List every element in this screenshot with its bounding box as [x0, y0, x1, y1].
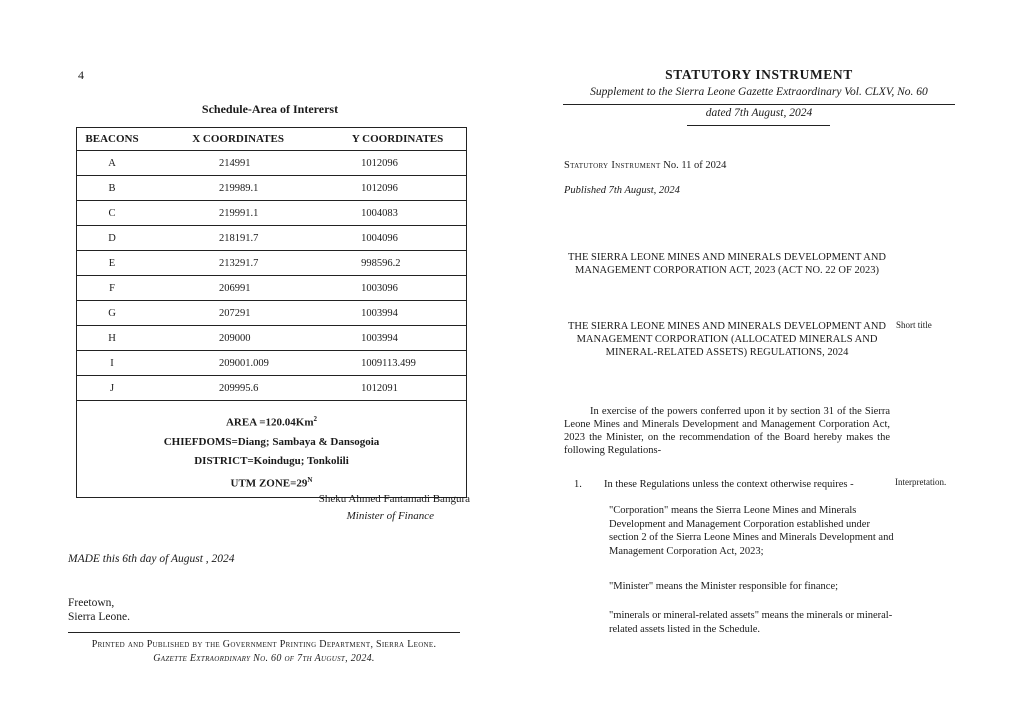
published-line: Published 7th August, 2024 [564, 185, 680, 196]
table-row [77, 226, 467, 251]
y-coordinate-cell: 998596.2 [329, 251, 466, 276]
summary-cell [77, 401, 467, 498]
y-coordinate-cell: 1012096 [329, 151, 466, 176]
y-coordinate-cell: 1004096 [329, 226, 466, 251]
y-coordinate-cell: 1012096 [329, 176, 466, 201]
place-block [68, 596, 130, 624]
footer-divider [68, 632, 460, 633]
gazette-line: Gazette Extraordinary No. 60 of 7th August, 2024. [153, 653, 375, 664]
area-line: AREA $=120.04Km^2$ [225, 415, 318, 429]
beacon-cell: G [77, 301, 148, 326]
beacon-cell: E [77, 251, 148, 276]
y-coordinate-cell: 1004083 [329, 201, 466, 226]
summary-row [77, 401, 467, 498]
y-coordinate-cell: 1009113.499 [329, 351, 466, 376]
table-row [77, 251, 467, 276]
si-label: Statutory Instrument [564, 160, 661, 171]
schedule-title: Schedule-Area of Intererst [201, 102, 339, 116]
header-beacons: BEACONS [77, 128, 148, 151]
signer-title: Minister of Finance [346, 510, 434, 522]
y-coordinate-cell: 1003994 [329, 301, 466, 326]
utm-zone-line: UTM $ZONE=29^N$ [230, 476, 313, 490]
x-coordinate-cell: 219989.1 [147, 176, 329, 201]
table-row [77, 276, 467, 301]
regulations-title: THE SIERRA LEONE MINES AND MINERALS DEVELOPMENT AND MANAGEMENT CORPORATION (ALLOCATED MINERALS AND MINERAL-RELATED ASSETS) REGULATIONS, 2024 [567, 321, 886, 358]
clause-number: 1. [574, 479, 582, 490]
x-coordinate-cell: 209001.009 [147, 351, 329, 376]
chiefdoms-line: CHIEFDOMS=Diang; Sambaya & Dansogoia [163, 436, 380, 448]
table-row [77, 376, 467, 401]
preamble: In exercise of the powers conferred upon it by section 31 of the Sierra Leone Mines and Minerals Development and Management Corporation Act, 2023 the Minister, on the recommendation of the Board hereby makes the following Regulations- [564, 406, 890, 456]
table-row [77, 326, 467, 351]
definition-minerals: "minerals or mineral-related assets" means the minerals or mineral-related assets listed in the Schedule. [609, 610, 893, 635]
statutory-instrument-title: STATUTORY INSTRUMENT [665, 67, 853, 82]
x-coordinate-cell: 218191.7 [147, 226, 329, 251]
page-number: 4 [78, 68, 84, 82]
beacon-cell: H [77, 326, 148, 351]
x-coordinate-cell: 219991.1 [147, 201, 329, 226]
x-coordinate-cell: 209995.6 [147, 376, 329, 401]
margin-note-interpretation: Interpretation. [895, 477, 947, 487]
act-title: THE SIERRA LEONE MINES AND MINERALS DEVELOPMENT AND MANAGEMENT CORPORATION ACT, 2023 (ACT NO. 22 OF 2023) [567, 252, 886, 276]
definition-minister: "Minister" means the Minister responsible for finance; [609, 581, 839, 592]
dated-underline [687, 125, 830, 126]
beacon-cell: D [77, 226, 148, 251]
header-y-coordinates: Y COORDINATES [329, 128, 466, 151]
beacon-cell: I [77, 351, 148, 376]
beacon-cell: J [77, 376, 148, 401]
table-row [77, 151, 467, 176]
si-number: No. 11 of 2024 [663, 160, 727, 171]
coordinates-table [76, 127, 467, 498]
district-line: DISTRICT=Koindugu; Tonkolili [194, 455, 349, 467]
beacon-cell: A [77, 151, 148, 176]
y-coordinate-cell: 1003994 [329, 326, 466, 351]
header-divider [563, 104, 955, 105]
x-coordinate-cell: 213291.7 [147, 251, 329, 276]
x-coordinate-cell: 206991 [147, 276, 329, 301]
table-row [77, 351, 467, 376]
si-number-line [564, 160, 726, 171]
beacon-cell: F [77, 276, 148, 301]
dated-line: dated 7th August, 2024 [705, 107, 813, 119]
place-city: Freetown, [68, 597, 115, 609]
x-coordinate-cell: 209000 [147, 326, 329, 351]
y-coordinate-cell: 1012091 [329, 376, 466, 401]
table-row [77, 301, 467, 326]
table-header-row [77, 128, 467, 151]
supplement-line: Supplement to the Sierra Leone Gazette Extraordinary Vol. CLXV, No. 60 [590, 86, 928, 98]
table-row [77, 201, 467, 226]
clause-text: In these Regulations unless the context otherwise requires - [604, 479, 854, 490]
margin-note-short-title: Short title [896, 320, 932, 330]
clause-1 [574, 479, 894, 490]
place-country: Sierra Leone. [68, 611, 130, 623]
x-coordinate-cell: 214991 [147, 151, 329, 176]
signer-name: Sheku Ahmed Fantamadi Bangura [318, 493, 470, 505]
printer-footer [68, 638, 460, 666]
x-coordinate-cell: 207291 [147, 301, 329, 326]
y-coordinate-cell: 1003096 [329, 276, 466, 301]
made-line: MADE this 6th day of August , 2024 [68, 553, 235, 565]
beacon-cell: C [77, 201, 148, 226]
definition-corporation: "Corporation" means the Sierra Leone Mines and Minerals Development and Management Corporation established under section 2 of the Sierra Leone Mines and Minerals Development and Management Corporation Act, 2023; [609, 505, 894, 557]
table-row [77, 176, 467, 201]
header-x-coordinates: X COORDINATES [147, 128, 329, 151]
printer-line: Printed and Published by the Government Printing Department, Sierra Leone. [91, 639, 437, 650]
beacon-cell: B [77, 176, 148, 201]
